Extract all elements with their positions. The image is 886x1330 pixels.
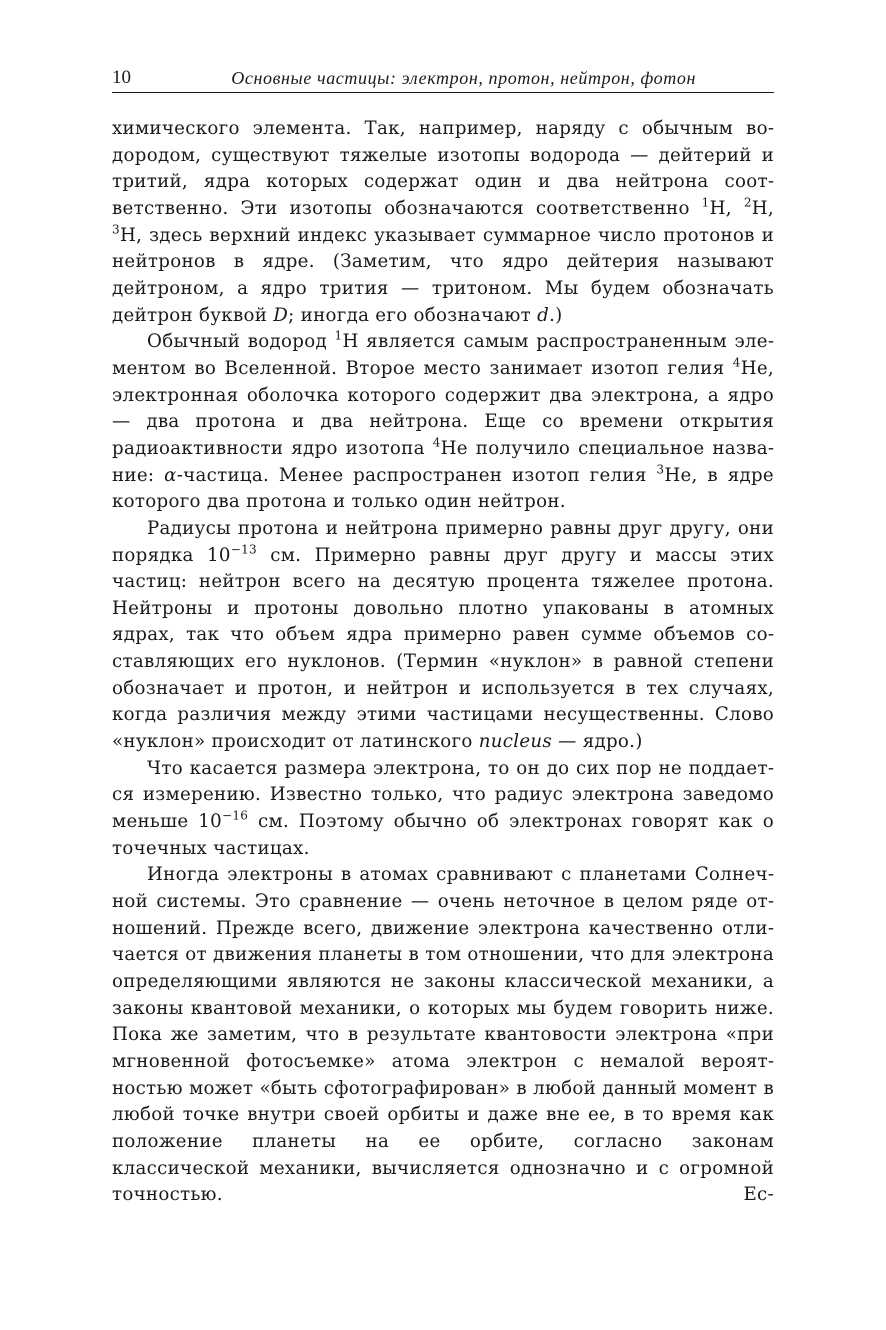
text-run: .) [549, 304, 563, 326]
superscript: −13 [230, 542, 257, 557]
superscript: 3 [112, 222, 120, 237]
text-run: см. Поэтому обычно об электронах говорят как о точечных частицах. [112, 811, 775, 859]
text-run: химического элемента. Так, например, наряду с обычным водородом, существуют тяжелые изотопы водорода — дейтерий и тритий, ядра которых содержат один и два нейтрона соответственно. Эти изотопы обозначаются соответственно [112, 118, 774, 219]
text-run: H, [751, 197, 774, 219]
text-run: H, [709, 197, 744, 219]
page-number: 10 [112, 67, 131, 88]
paragraph [112, 516, 774, 756]
text-run: Иногда электроны в атомах сравнивают с планетами Солнечной системы. Это сравнение — очень неточное в целом ряде отношений. Прежде всего, движение электрона качественно отличается от движения планеты в том отношении, что для электрона определяющими являются не законы классической механики, а законы квантовой механики, о которых мы будем говорить ниже. Пока же заметим, что в результате квантовости электрона «при мгновенной фотосъемке» атома электрон с немалой вероятностью может «быть сфотографирован» в любой данный момент в любой точке внутри своей орбиты и даже вне ее, в то время как положение планеты на ее орбите, согласно законам классической механики, вычисляется однозначно и с огромной точностью. Ес- [112, 864, 774, 1206]
paragraph [112, 329, 774, 516]
text-run: см. Примерно равны друг другу и массы этих частиц: нейтрон всего на десятую процента тяжелее протона. Нейтроны и протоны довольно плотно упакованы в атомных ядрах, так что объем ядра примерно равен сумме объемов составляющих его нуклонов. (Термин «нуклон» в равной степени обозначает и протон, и нейтрон и используется в тех случаях, когда различия между этими частицами несущественны. Слово «нуклон» происходит от латинского [112, 544, 774, 753]
text-run: He получило специальное название: [112, 437, 774, 486]
paragraph [112, 756, 774, 863]
paragraph [112, 862, 774, 1209]
superscript: 2 [743, 195, 752, 210]
superscript: 1 [701, 195, 710, 210]
running-title: Основные частицы: электрон, протон, нейтрон, фотон [231, 68, 696, 88]
superscript: 4 [432, 435, 441, 450]
superscript: 3 [656, 462, 665, 477]
text-run: He, в ядре которого два протона и только один нейтрон. [112, 464, 774, 513]
paragraph [112, 116, 774, 329]
text-run: ; иногда его обозначают [288, 304, 538, 326]
text-run: — ядро.) [552, 731, 643, 753]
italic-text: d [537, 304, 550, 326]
text-run: He, электронная оболочка которого содержит два электрона, а ядро — два протона и два нейтрона. Еще со времени открытия радиоактивности ядро изотопа [112, 357, 774, 459]
body-text [112, 116, 774, 1209]
italic-text: α [164, 464, 177, 486]
italic-text: D [273, 304, 289, 326]
text-run: H, здесь верхний индекс указывает суммарное число протонов и нейтронов в ядре. (Заметим, что ядро дейтерия называют дейтроном, а ядро трития — тритоном. Мы будем обозначать дейтрон буквой [112, 224, 774, 326]
text-run: Радиусы протона и нейтрона примерно равны друг другу, они порядка 10 [112, 517, 774, 566]
italic-text: nucleus [478, 731, 553, 753]
text-run: -частица. Менее распространен изотоп гелия [176, 464, 657, 486]
page-header [112, 66, 774, 93]
superscript: −16 [221, 808, 249, 823]
text-run: Обычный водород [147, 331, 335, 353]
superscript: 4 [732, 355, 741, 370]
text-run: H является самым распространенным элементом во Вселенной. Второе место занимает изотоп гелия [112, 331, 775, 379]
text-run: Что касается размера электрона, то он до сих пор не поддается измерению. Известно только, что радиус электрона заведомо меньше 10 [112, 757, 774, 833]
superscript: 1 [334, 328, 343, 343]
